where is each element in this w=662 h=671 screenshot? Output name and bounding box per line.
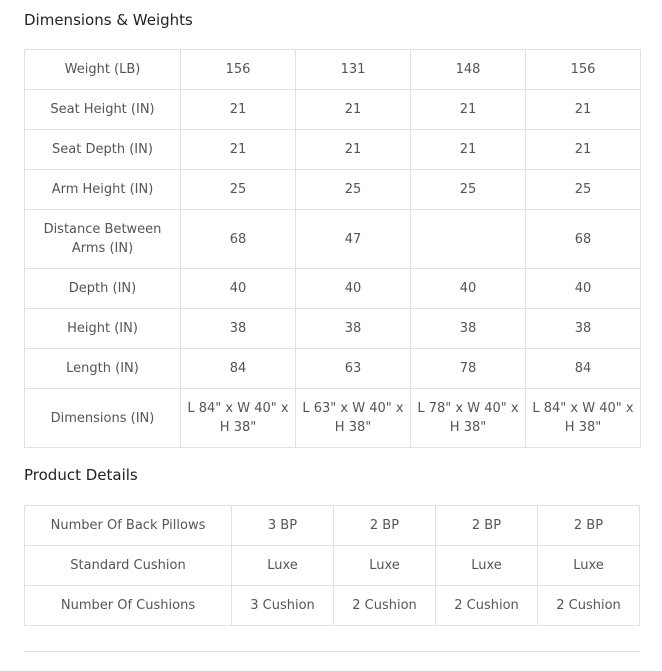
table-cell: L 78" x W 40" x H 38" bbox=[411, 389, 526, 448]
table-cell: 21 bbox=[296, 90, 411, 130]
dimensions-weights-table bbox=[24, 49, 641, 448]
row-label-back-pillows: Number Of Back Pillows bbox=[25, 506, 232, 546]
table-row bbox=[25, 50, 641, 90]
table-row bbox=[25, 506, 640, 546]
table-cell: 21 bbox=[526, 90, 641, 130]
row-label-height: Height (IN) bbox=[25, 309, 181, 349]
table-row bbox=[25, 546, 640, 586]
table-cell: 2 BP bbox=[538, 506, 640, 546]
row-label-distance-between-arms: Distance Between Arms (IN) bbox=[25, 210, 181, 269]
table-cell: 25 bbox=[526, 170, 641, 210]
table-cell: 38 bbox=[411, 309, 526, 349]
table-cell: Luxe bbox=[436, 546, 538, 586]
table-cell: 47 bbox=[296, 210, 411, 269]
table-cell: 21 bbox=[296, 130, 411, 170]
table-cell: 38 bbox=[181, 309, 296, 349]
table-cell: 63 bbox=[296, 349, 411, 389]
table-cell: 40 bbox=[296, 269, 411, 309]
table-cell: 38 bbox=[296, 309, 411, 349]
table-cell: 21 bbox=[411, 130, 526, 170]
table-cell: 38 bbox=[526, 309, 641, 349]
row-label-arm-height: Arm Height (IN) bbox=[25, 170, 181, 210]
row-label-weight: Weight (LB) bbox=[25, 50, 181, 90]
table-cell: 25 bbox=[411, 170, 526, 210]
table-cell: 40 bbox=[411, 269, 526, 309]
table-cell: Luxe bbox=[334, 546, 436, 586]
row-label-seat-height: Seat Height (IN) bbox=[25, 90, 181, 130]
table-row bbox=[25, 269, 641, 309]
row-label-number-of-cushions: Number Of Cushions bbox=[25, 586, 232, 626]
table-cell: 84 bbox=[526, 349, 641, 389]
table-row bbox=[25, 90, 641, 130]
table-cell: 148 bbox=[411, 50, 526, 90]
table-cell: 3 BP bbox=[232, 506, 334, 546]
table-cell: L 63" x W 40" x H 38" bbox=[296, 389, 411, 448]
table-cell: 2 BP bbox=[436, 506, 538, 546]
table-row bbox=[25, 210, 641, 269]
table-row bbox=[25, 349, 641, 389]
table-cell: Luxe bbox=[538, 546, 640, 586]
table-cell: 21 bbox=[526, 130, 641, 170]
table-row bbox=[25, 130, 641, 170]
row-label-seat-depth: Seat Depth (IN) bbox=[25, 130, 181, 170]
product-details-table bbox=[24, 505, 640, 626]
dimensions-weights-heading: Dimensions & Weights bbox=[24, 11, 193, 29]
table-cell: 3 Cushion bbox=[232, 586, 334, 626]
table-cell: 78 bbox=[411, 349, 526, 389]
table-cell: 40 bbox=[526, 269, 641, 309]
table-cell: 21 bbox=[181, 130, 296, 170]
table-cell: L 84" x W 40" x H 38" bbox=[181, 389, 296, 448]
table-cell: 25 bbox=[296, 170, 411, 210]
row-label-depth: Depth (IN) bbox=[25, 269, 181, 309]
table-row bbox=[25, 389, 641, 448]
row-label-dimensions: Dimensions (IN) bbox=[25, 389, 181, 448]
table-row bbox=[25, 170, 641, 210]
product-details-heading: Product Details bbox=[24, 466, 138, 484]
table-cell: 84 bbox=[181, 349, 296, 389]
table-cell bbox=[411, 210, 526, 269]
table-cell: 2 BP bbox=[334, 506, 436, 546]
table-cell: Luxe bbox=[232, 546, 334, 586]
table-cell: 68 bbox=[181, 210, 296, 269]
table-cell: L 84" x W 40" x H 38" bbox=[526, 389, 641, 448]
table-cell: 40 bbox=[181, 269, 296, 309]
table-row bbox=[25, 309, 641, 349]
table-cell: 156 bbox=[526, 50, 641, 90]
table-cell: 2 Cushion bbox=[334, 586, 436, 626]
table-row bbox=[25, 586, 640, 626]
table-cell: 131 bbox=[296, 50, 411, 90]
row-label-standard-cushion: Standard Cushion bbox=[25, 546, 232, 586]
table-cell: 21 bbox=[181, 90, 296, 130]
section-divider bbox=[24, 651, 640, 652]
table-cell: 156 bbox=[181, 50, 296, 90]
table-cell: 68 bbox=[526, 210, 641, 269]
table-cell: 25 bbox=[181, 170, 296, 210]
row-label-length: Length (IN) bbox=[25, 349, 181, 389]
table-cell: 2 Cushion bbox=[436, 586, 538, 626]
table-cell: 2 Cushion bbox=[538, 586, 640, 626]
table-cell: 21 bbox=[411, 90, 526, 130]
